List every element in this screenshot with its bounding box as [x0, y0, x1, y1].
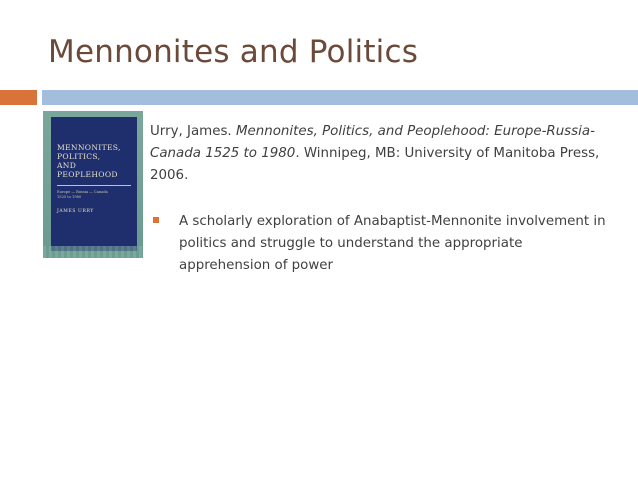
square-bullet-icon [153, 217, 159, 223]
citation-author: Urry, James. [150, 124, 236, 139]
book-cover-title: MENNONITES, POLITICS, AND PEOPLEHOOD [57, 143, 121, 179]
citation-publisher: . Winnipeg, MB: University of Manitoba Press, 2006. [150, 146, 600, 183]
bullet-text: A scholarly exploration of Anabaptist-Mennonite involvement in politics and struggle to understand the appropriate apprehension of power [179, 214, 606, 273]
book-cover-image [43, 111, 143, 258]
book-cover-divider [57, 185, 131, 186]
book-cover-subtitle: Europe — Russia — Canada 1525 to 1980 [57, 190, 108, 199]
citation-book-title: Mennonites, Politics, and Peoplehood: Europe-Russia-Canada 1525 to 1980 [150, 124, 595, 161]
book-cover-author: JAMES URRY [57, 209, 94, 214]
accent-bar [0, 90, 37, 105]
title-rule-bar [42, 90, 638, 105]
slide-title: Mennonites and Politics [48, 34, 419, 70]
book-cover-panel [51, 117, 137, 251]
citation-text [150, 121, 610, 187]
book-cover-pattern [43, 246, 143, 258]
